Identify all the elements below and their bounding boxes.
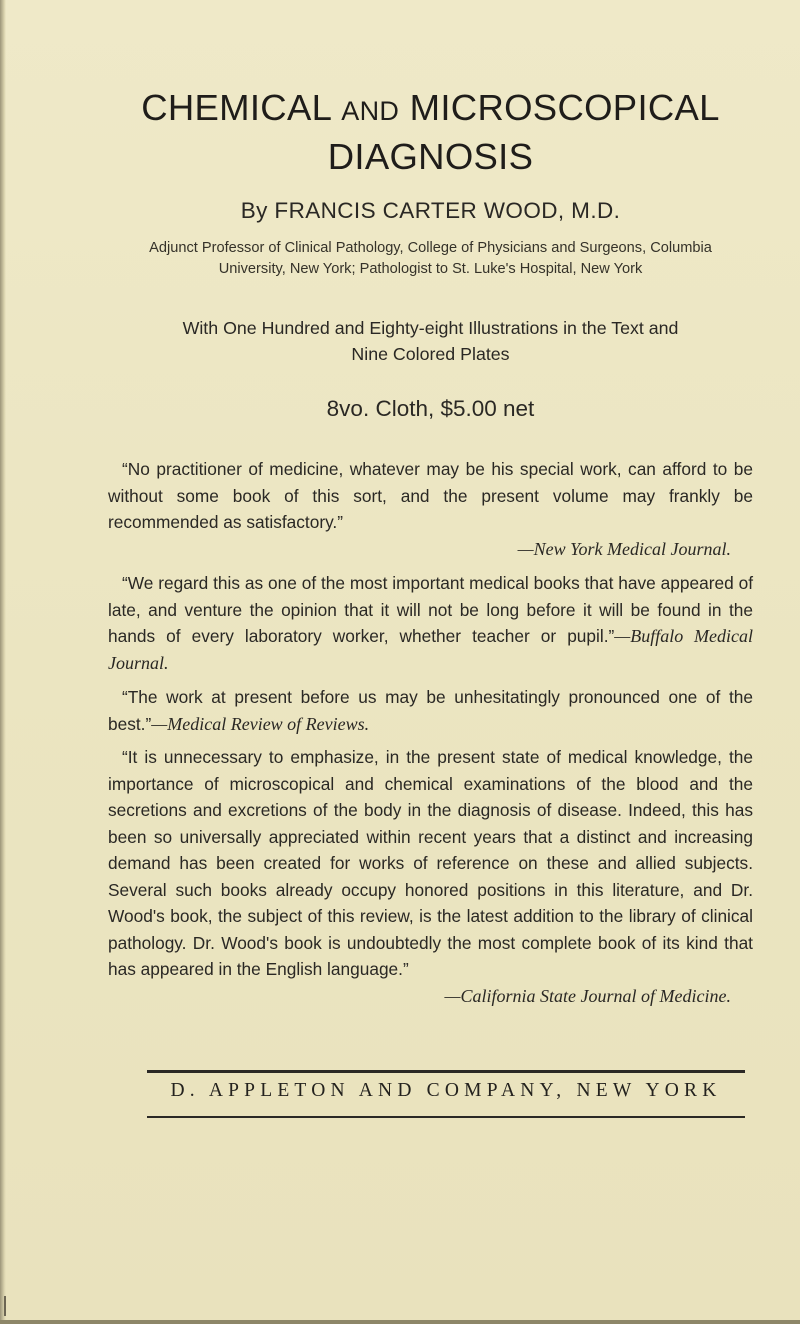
publisher-rule-bottom [147, 1116, 745, 1118]
page-edge-shadow [0, 0, 6, 1324]
author-affiliation [108, 238, 753, 280]
review-source: —Medical Review of Reviews. [151, 713, 370, 734]
page-bottom-edge [0, 1320, 800, 1324]
publisher-imprint: D. APPLETON AND COMPANY, NEW YORK [170, 1080, 722, 1101]
illustrations-line-2: Nine Colored Plates [351, 344, 510, 364]
review-text: “It is unnecessary to emphasize, in the present state of medical knowledge, the importance of microscopical and chemical examinations of the blood and the secretions and excretions of the body in the diagnosis of disease. Indeed, this has been so universally appreciated within recent years that a distinct and increasing demand has been created for works of reference on these and allied subjects. Several such books already occupy honored positions in this literature, and Dr. Wood's book, the subject of this review, is the latest addition to the library of clinical pathology. Dr. Wood's book is undoubtedly the most complete book of its kind that has appeared in the English language.” [108, 747, 753, 979]
affiliation-line-1: Adjunct Professor of Clinical Pathology, College of Physicians and Surgeons, Columbia [149, 240, 712, 256]
author-byline: By FRANCIS CARTER WOOD, M.D. [240, 198, 621, 223]
review-quote-4 [108, 744, 753, 1009]
price-line: 8vo. Cloth, $5.00 net [326, 396, 535, 421]
illustrations-note [108, 315, 753, 367]
title-word-microscopical: MICROSCOPICAL [399, 87, 720, 128]
illustrations-line-1: With One Hundred and Eighty-eight Illustrations in the Text and [182, 318, 679, 338]
review-text: “The work at present before us may be unhesitatingly pronounced one of the best.” [108, 687, 753, 734]
title-word-chemical: CHEMICAL [141, 87, 342, 128]
review-quote-1 [108, 456, 753, 562]
review-text: “No practitioner of medicine, whatever may be his special work, can afford to be without some book of this sort, and the present volume may frankly be recommended as satisfactory.” [108, 459, 753, 532]
review-quote-3 [108, 684, 753, 737]
affiliation-line-2: University, New York; Pathologist to St. Luke's Hospital, New York [218, 261, 643, 277]
review-quote-2 [108, 570, 753, 676]
margin-mark [4, 1296, 18, 1316]
review-text: “We regard this as one of the most important medical books that have appeared of late, and venture the opinion that it will not be long before it will be found in the hands of every laboratory worker, whether teacher or pupil.” [108, 573, 753, 646]
publisher-rule-top [147, 1070, 745, 1073]
review-source: —Buffalo Medical Journal. [108, 626, 753, 673]
review-source: —New York Medical Journal. [517, 538, 731, 559]
title-word-and: AND [341, 96, 400, 126]
book-title-line-1 [108, 82, 753, 137]
review-source: —California State Journal of Medicine. [444, 985, 731, 1006]
book-title-line-2: DIAGNOSIS [327, 136, 534, 177]
